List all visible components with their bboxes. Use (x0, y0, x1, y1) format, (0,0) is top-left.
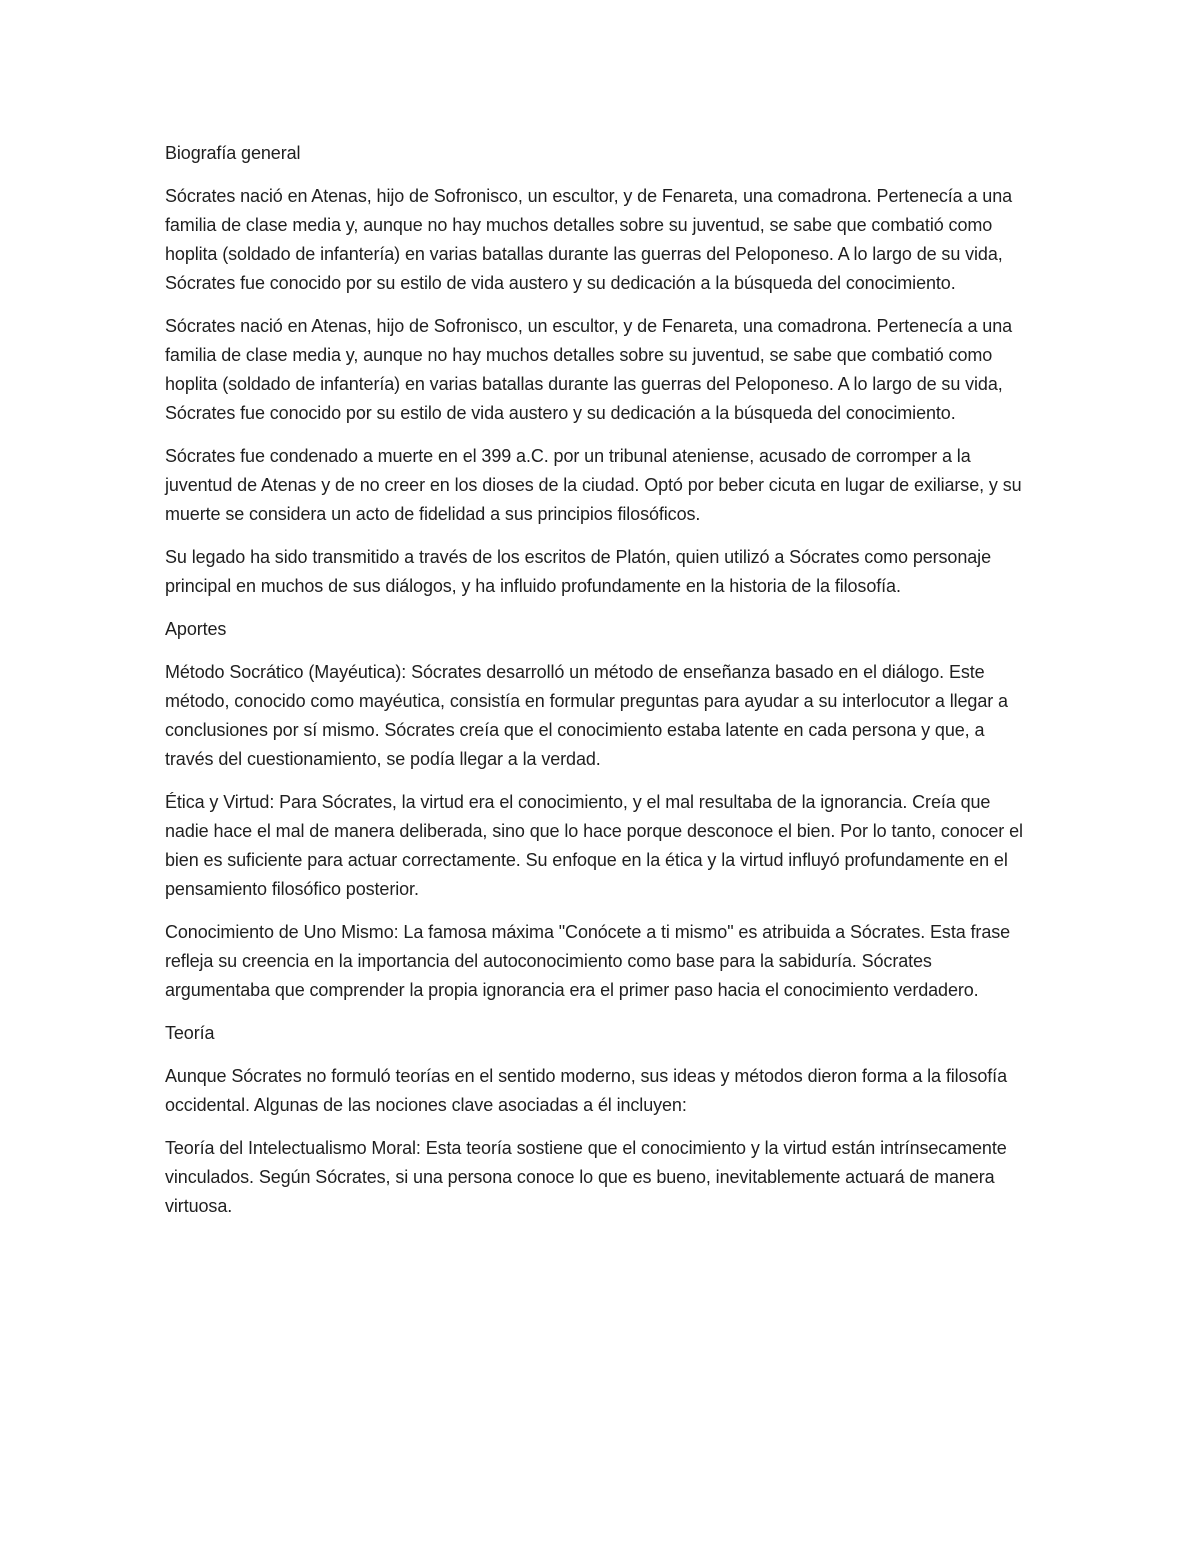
section-heading-teoria: Teoría (165, 1023, 215, 1043)
paragraph: Aunque Sócrates no formuló teorías en el sentido moderno, sus ideas y métodos dieron forma a la filosofía occidental. Algunas de las nociones clave asociadas a él incluyen: (165, 1066, 1007, 1115)
paragraph: Método Socrático (Mayéutica): Sócrates desarrolló un método de enseñanza basado en el diálogo. Este método, conocido como mayéutica, consistía en formular preguntas para ayudar a su interlocutor a llegar a conclusiones por sí mismo. Sócrates creía que el conocimiento estaba latente en cada persona y que, a través del cuestionamiento, se podía llegar a la verdad. (165, 662, 1008, 769)
section-heading-biografia: Biografía general (165, 143, 301, 163)
paragraph: Sócrates fue condenado a muerte en el 399 a.C. por un tribunal ateniense, acusado de corromper a la juventud de Atenas y de no creer en los dioses de la ciudad. Optó por beber cicuta en lugar de exiliarse, y su muerte se considera un acto de fidelidad a sus principios filosóficos. (165, 446, 1022, 524)
document-body (165, 139, 1035, 1235)
paragraph: Su legado ha sido transmitido a través de los escritos de Platón, quien utilizó a Sócrates como personaje principal en muchos de sus diálogos, y ha influido profundamente en la historia de la filosofía. (165, 547, 991, 596)
paragraph: Conocimiento de Uno Mismo: La famosa máxima "Conócete a ti mismo" es atribuida a Sócrates. Esta frase refleja su creencia en la importancia del autoconocimiento como base para la sabiduría. Sócrates argumentaba que comprender la propia ignorancia era el primer paso hacia el conocimiento verdadero. (165, 922, 1011, 1000)
paragraph: Ética y Virtud: Para Sócrates, la virtud era el conocimiento, y el mal resultaba de la ignorancia. Creía que nadie hace el mal de manera deliberada, sino que lo hace porque desconoce el bien. Por lo tanto, conocer el bien es suficiente para actuar correctamente. Su enfoque en la ética y la virtud influyó profundamente en el pensamiento filosófico posterior. (165, 792, 1023, 899)
paragraph: Sócrates nació en Atenas, hijo de Sofronisco, un escultor, y de Fenareta, una comadrona. Pertenecía a una familia de clase media y, aunque no hay muchos detalles sobre su juventud, se sabe que combatió como hoplita (soldado de infantería) en varias batallas durante las guerras del Peloponeso. A lo largo de su vida, Sócrates fue conocido por su estilo de vida austero y su dedicación a la búsqueda del conocimiento. (165, 316, 1013, 423)
section-heading-aportes: Aportes (165, 619, 227, 639)
paragraph: Sócrates nació en Atenas, hijo de Sofronisco, un escultor, y de Fenareta, una comadrona. Pertenecía a una familia de clase media y, aunque no hay muchos detalles sobre su juventud, se sabe que combatió como hoplita (soldado de infantería) en varias batallas durante las guerras del Peloponeso. A lo largo de su vida, Sócrates fue conocido por su estilo de vida austero y su dedicación a la búsqueda del conocimiento. (165, 186, 1013, 293)
paragraph: Teoría del Intelectualismo Moral: Esta teoría sostiene que el conocimiento y la virtud están intrínsecamente vinculados. Según Sócrates, si una persona conoce lo que es bueno, inevitablemente actuará de manera virtuosa. (165, 1138, 1007, 1216)
